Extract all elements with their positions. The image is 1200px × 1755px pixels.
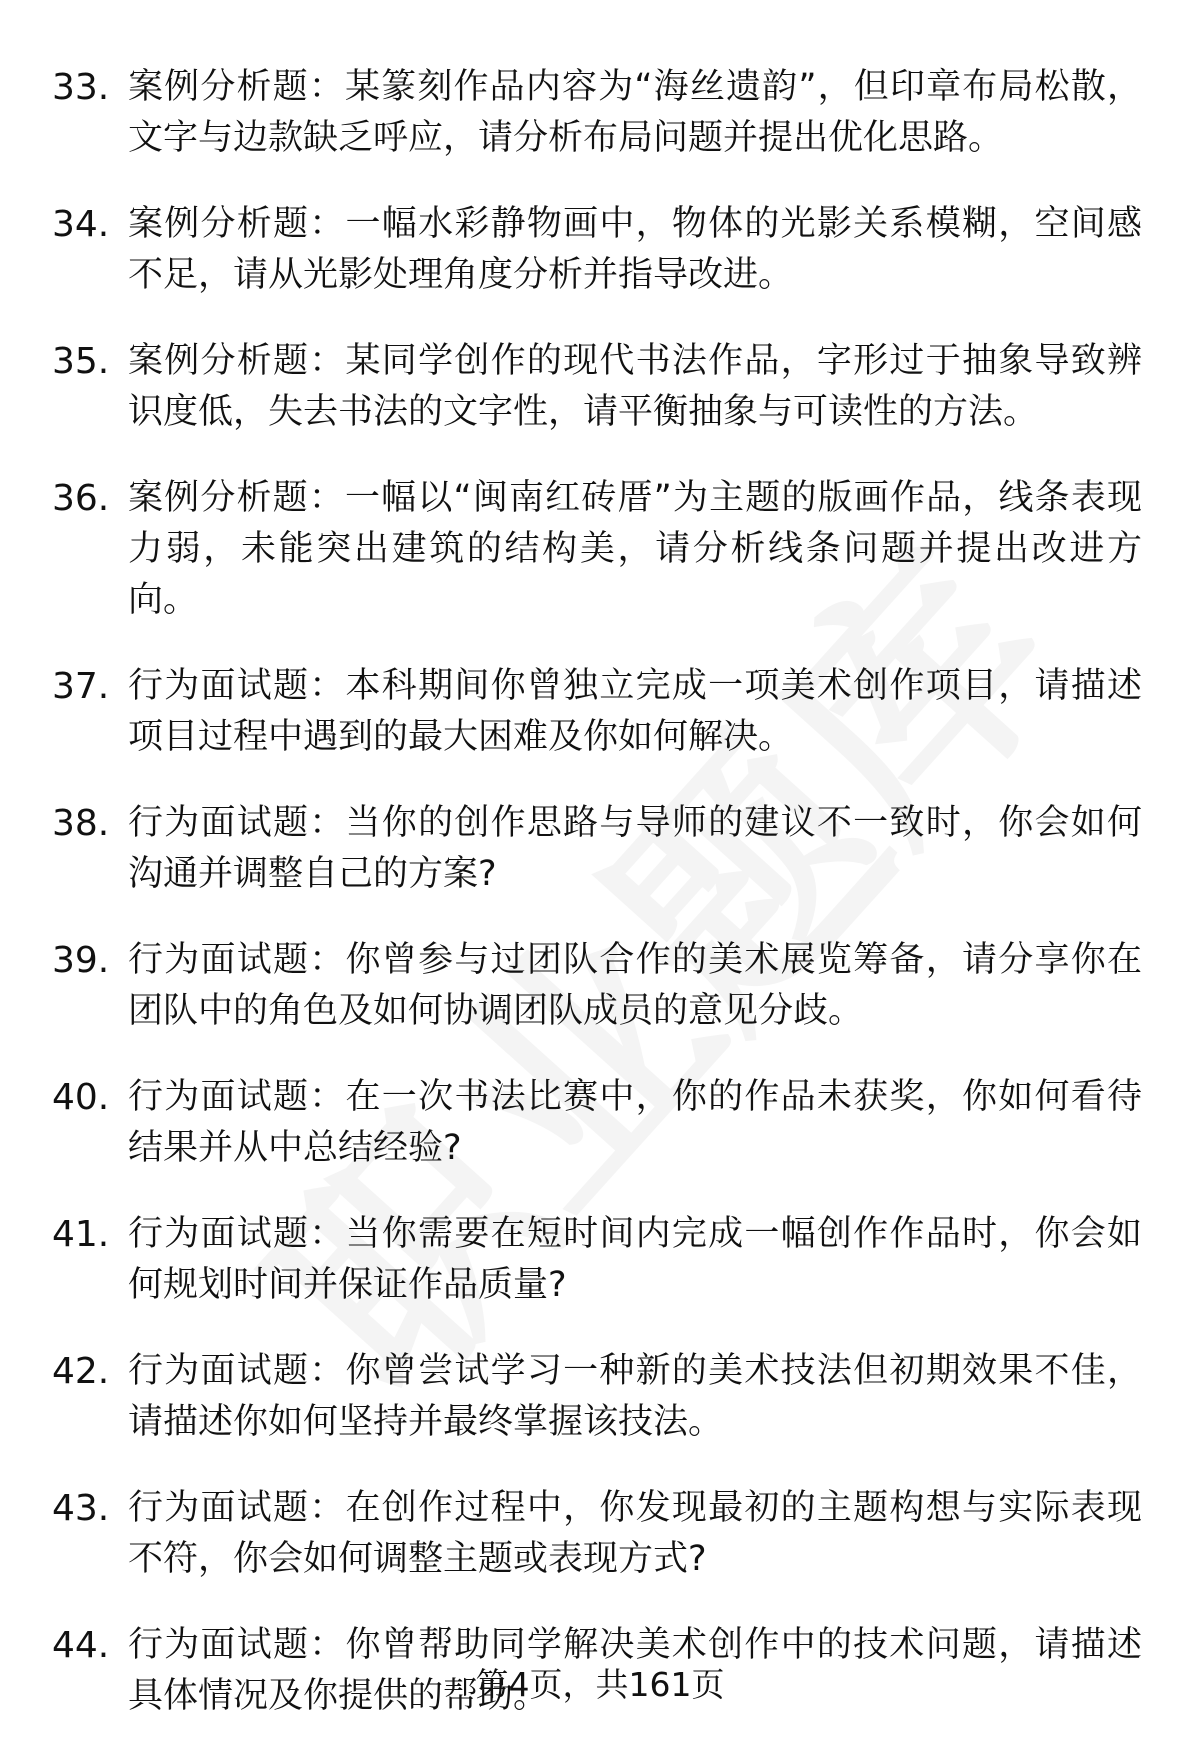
question-number: 33. (52, 67, 110, 108)
question-item (52, 199, 1142, 301)
question-text: 行为面试题：在创作过程中，你发现最初的主题构想与实际表现不符，你会如何调整主题或表现方式? (128, 1488, 1142, 1579)
question-text: 行为面试题：本科期间你曾独立完成一项美术创作项目，请描述项目过程中遇到的最大困难及你如何解决。 (128, 666, 1142, 757)
question-item (52, 935, 1142, 1037)
question-item (52, 336, 1142, 438)
question-text: 行为面试题：当你的创作思路与导师的建议不一致时，你会如何沟通并调整自己的方案? (128, 803, 1142, 894)
question-text: 行为面试题：当你需要在短时间内完成一幅创作作品时，你会如何规划时间并保证作品质量? (128, 1214, 1142, 1305)
question-text: 行为面试题：你曾尝试学习一种新的美术技法但初期效果不佳，请描述你如何坚持并最终掌握该技法。 (128, 1351, 1142, 1442)
question-number: 44. (52, 1625, 110, 1666)
question-item (52, 798, 1142, 900)
question-item (52, 62, 1142, 164)
question-number: 40. (52, 1077, 110, 1118)
question-text: 案例分析题：一幅以“闽南红砖厝”为主题的版画作品，线条表现力弱，未能突出建筑的结构美，请分析线条问题并提出改进方向。 (128, 478, 1142, 620)
question-number: 41. (52, 1214, 110, 1255)
question-number: 37. (52, 666, 110, 707)
question-item (52, 1072, 1142, 1174)
page-footer: 第4页，共161页 (475, 1665, 725, 1704)
question-text: 行为面试题：在一次书法比赛中，你的作品未获奖，你如何看待结果并从中总结经验? (128, 1077, 1142, 1168)
question-number: 36. (52, 478, 110, 519)
question-text: 案例分析题：一幅水彩静物画中，物体的光影关系模糊，空间感不足，请从光影处理角度分析并指导改进。 (128, 204, 1142, 295)
question-item (52, 1209, 1142, 1311)
question-number: 39. (52, 940, 110, 981)
question-number: 34. (52, 204, 110, 245)
question-text: 案例分析题：某篆刻作品内容为“海丝遗韵”，但印章布局松散，文字与边款缺乏呼应，请分析布局问题并提出优化思路。 (128, 67, 1142, 158)
question-item (52, 473, 1142, 626)
question-number: 42. (52, 1351, 110, 1392)
question-item (52, 661, 1142, 763)
question-number: 38. (52, 803, 110, 844)
question-item (52, 1483, 1142, 1585)
question-number: 35. (52, 341, 110, 382)
question-text: 行为面试题：你曾参与过团队合作的美术展览筹备，请分享你在团队中的角色及如何协调团队成员的意见分歧。 (128, 940, 1142, 1031)
question-number: 43. (52, 1488, 110, 1529)
question-item (52, 1346, 1142, 1448)
question-text: 案例分析题：某同学创作的现代书法作品，字形过于抽象导致辨识度低，失去书法的文字性，请平衡抽象与可读性的方法。 (128, 341, 1142, 432)
question-text: 行为面试题：你曾帮助同学解决美术创作中的技术问题，请描述具体情况及你提供的帮助。 (128, 1625, 1142, 1716)
